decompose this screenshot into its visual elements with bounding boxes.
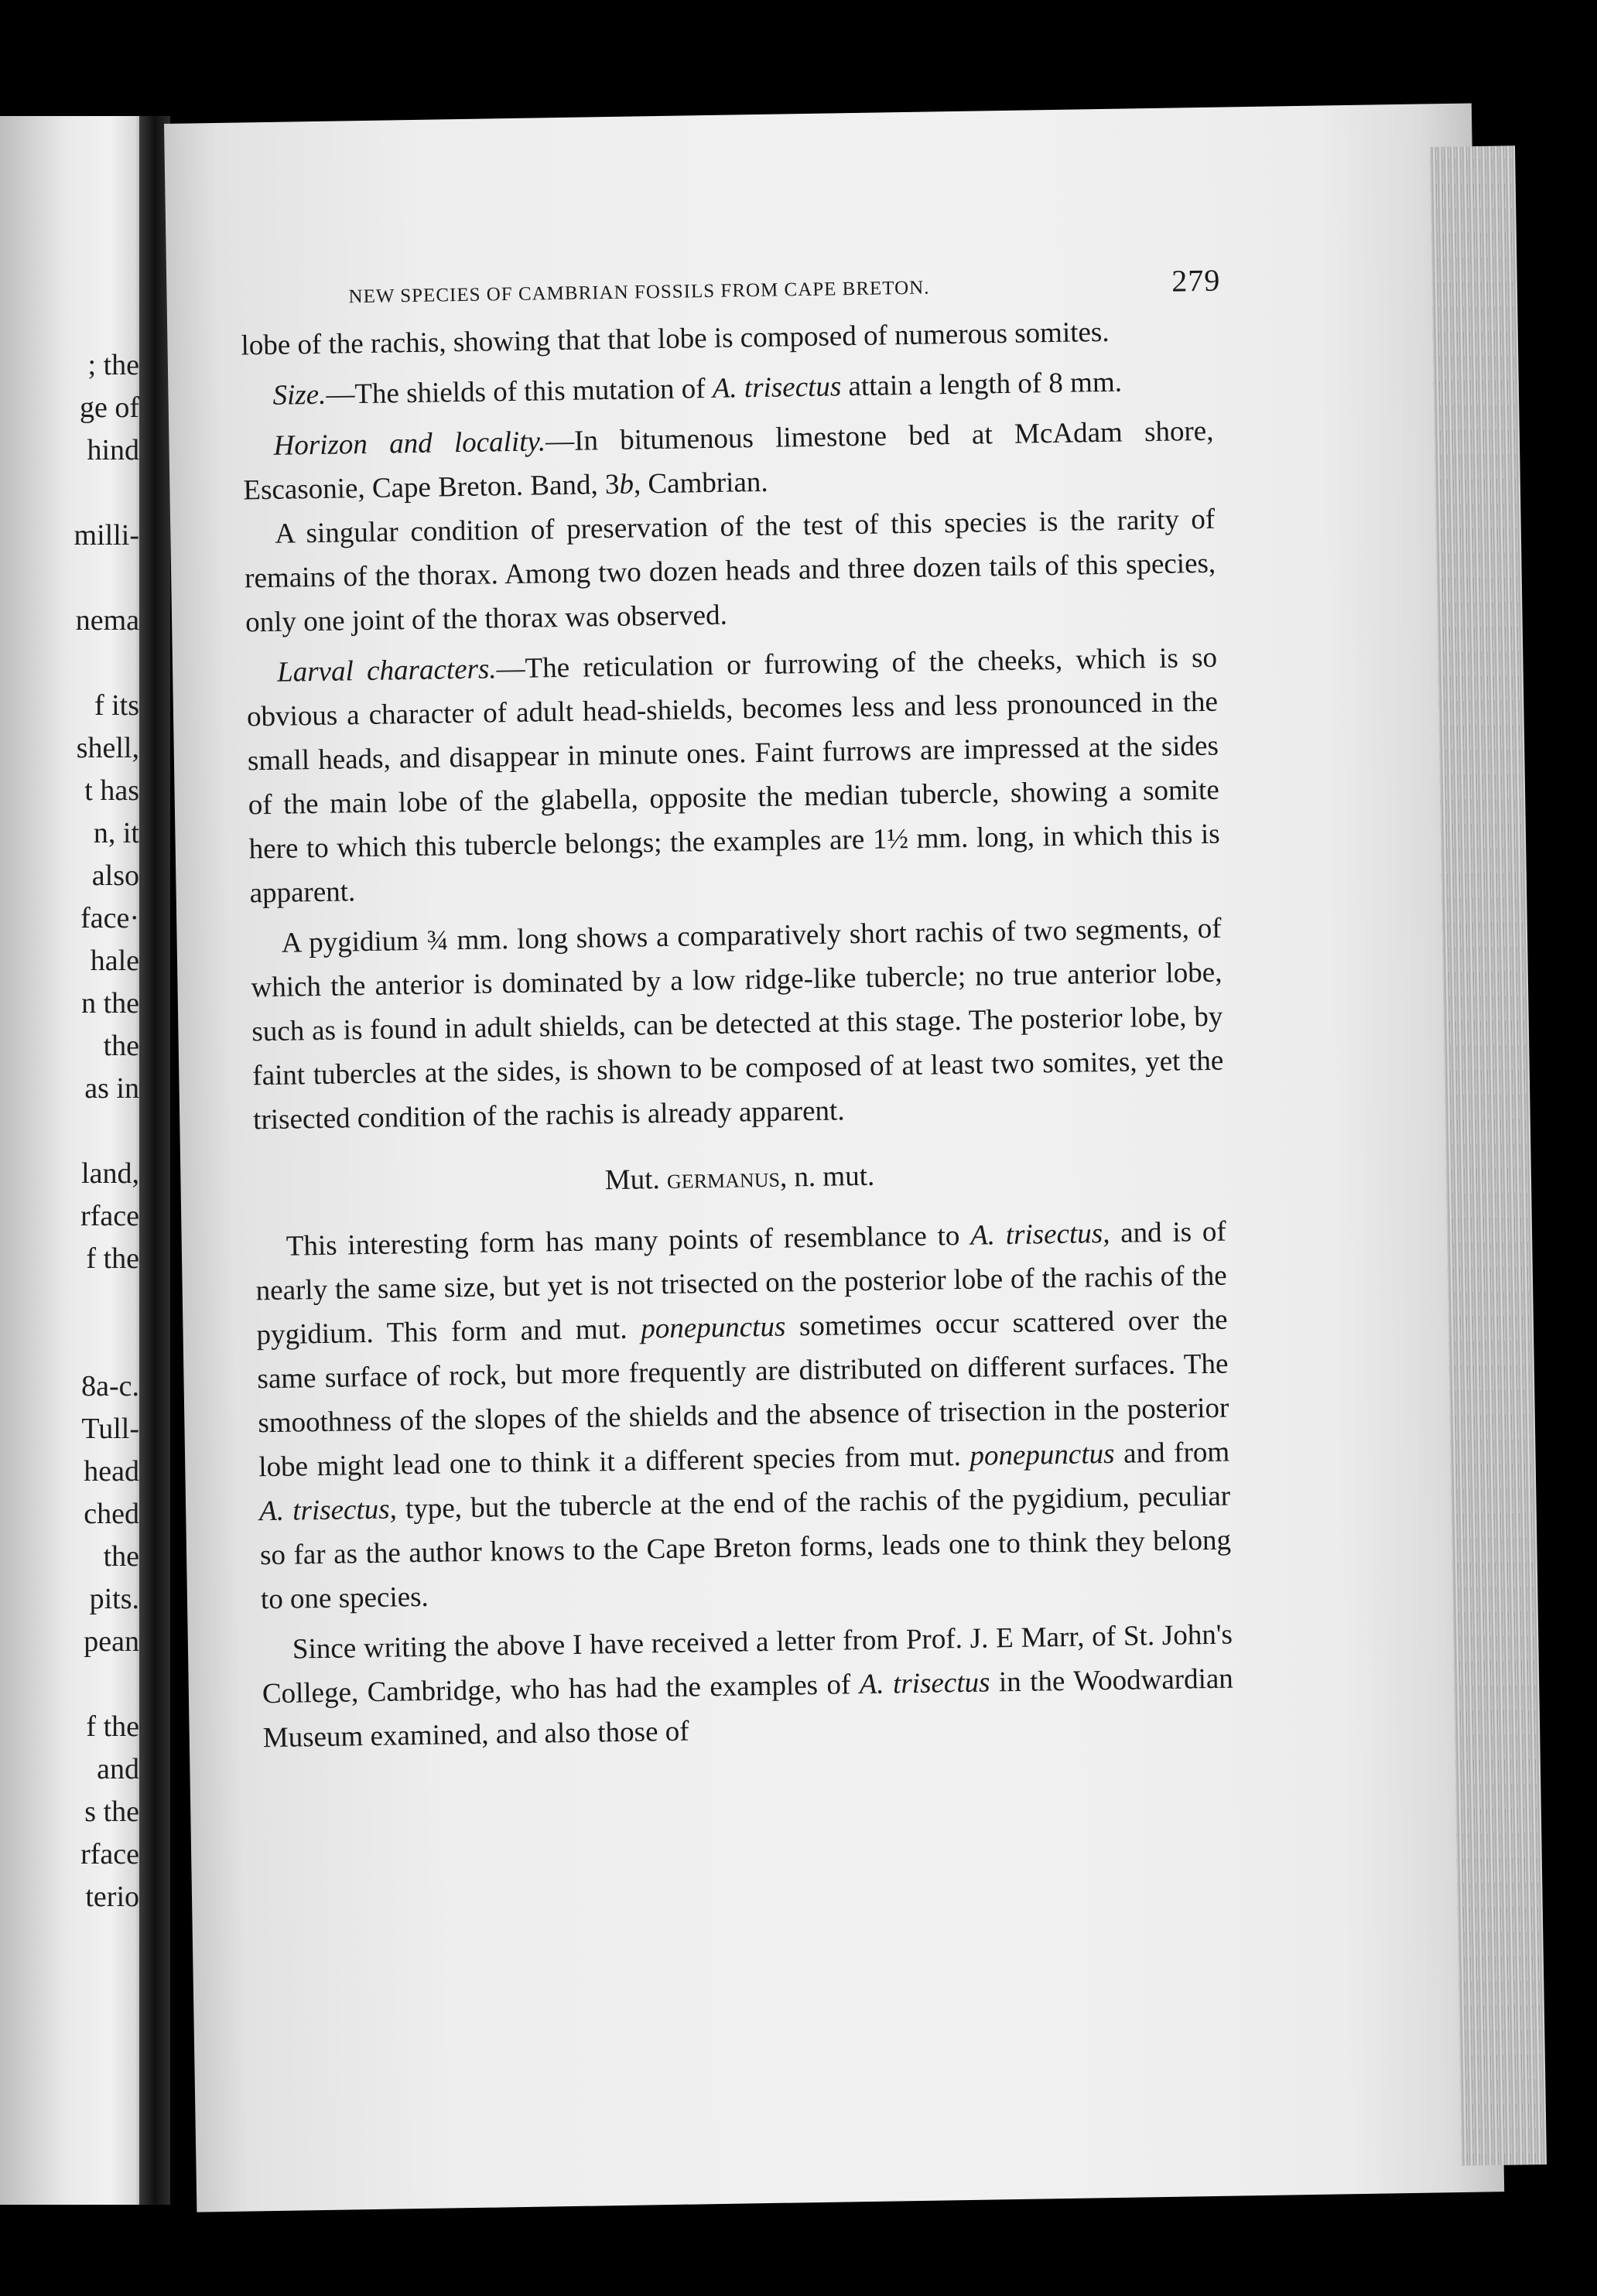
left-page-line: t has xyxy=(84,774,139,807)
paragraph-pygidium xyxy=(250,907,1224,1143)
running-title: NEW SPECIES OF CAMBRIAN FOSSILS FROM CAPE BRETON. xyxy=(348,277,930,308)
heading-a: Mut. xyxy=(604,1163,668,1197)
left-page-line: also xyxy=(91,859,139,892)
left-page-line: f the xyxy=(86,1710,139,1743)
left-page-line: terio xyxy=(85,1881,139,1913)
p4-text: A singular condition of preservation of the test of this species is the rarity of remains of the thorax. Among two dozen heads and three dozen tails of this species, only one joint of the thorax was observed. xyxy=(244,503,1216,639)
left-page-line: rface xyxy=(80,1838,139,1871)
left-page-line: as in xyxy=(84,1072,139,1105)
p7-species-2: ponepunctus xyxy=(640,1310,786,1345)
p7-species-1: A. trisectus, xyxy=(969,1217,1110,1252)
left-page-line: head xyxy=(84,1455,139,1488)
left-page-line: ; the xyxy=(87,349,139,381)
heading-c: , n. mut. xyxy=(779,1160,875,1194)
paragraph-horizon xyxy=(242,409,1215,513)
p7-text-a: This interesting form has many points of resemblance to xyxy=(286,1219,971,1262)
heading-b: germanus xyxy=(666,1161,781,1195)
larval-label: Larval characters. xyxy=(276,653,497,688)
p7-species-4: A. trisectus, xyxy=(258,1493,398,1528)
left-page-line: hale xyxy=(90,945,139,977)
left-page-line: f its xyxy=(94,689,139,722)
page-text xyxy=(240,262,1234,1760)
p3-text-a: —In bitumenous limestone bed at McAdam shore, Escasonie, Cape Breton. Band, 3 xyxy=(243,415,1214,507)
left-page-line: the xyxy=(103,1030,139,1062)
left-page-line: nema xyxy=(75,604,139,637)
left-page-line: ched xyxy=(84,1498,139,1530)
size-label: Size. xyxy=(272,378,327,412)
p7-text-d: and from xyxy=(1114,1436,1230,1470)
left-page-line: pean xyxy=(84,1625,139,1658)
p7-text-c: sometimes occur scattered over the same surface of rock, but more frequently are distributed on different surfaces. The smoothness of the slopes of the shields and the absence of trisection in the posterior lobe might lead one to think it a different species from mut. xyxy=(257,1303,1229,1484)
left-page-line: ge of xyxy=(79,391,139,424)
left-page-line: hind xyxy=(87,434,139,466)
left-page-line: n, it xyxy=(93,817,139,849)
p2-text-a: —The shields of this mutation of xyxy=(326,372,713,411)
left-page-line: rface xyxy=(80,1200,139,1232)
left-page-line: f the xyxy=(86,1242,139,1275)
left-page-line: 8a-c. xyxy=(81,1370,139,1403)
paragraph-larval xyxy=(246,636,1221,916)
left-page-line: pits. xyxy=(89,1583,139,1615)
p7-text-b: and is of nearly the same size, but yet is not trisected on the posterior lobe of the rachis of the pygidium. This form and mut. xyxy=(255,1215,1227,1351)
p2-species: A. trisectus xyxy=(712,371,842,405)
left-page-line: shell, xyxy=(76,732,139,764)
left-page-line: n the xyxy=(81,987,139,1020)
left-page-line: and xyxy=(97,1753,139,1785)
left-page-line: s the xyxy=(84,1795,139,1828)
left-page-line: the xyxy=(103,1540,139,1573)
left-page-line: face· xyxy=(80,902,139,934)
p6-text: A pygidium ¾ mm. long shows a comparatively short rachis of two segments, of which the anterior is dominated by a low ridge-like tubercle; no true anterior lobe, such as is found in adult shields, can be detected at this stage. The posterior lobe, by faint tubercles at the sides, is shown to be composed of at least two somites, yet the trisected condition of the rachis is already apparent. xyxy=(251,912,1224,1136)
p5-text: —The reticulation or furrowing of the cheeks, which is so obvious a character of adult head-shields, becomes less and less pronounced in the small heads, and disappear in minute ones. Faint furrows are impressed at the sides of the main lobe of the glabella, opposite the median tubercle, showing a somite here to which this tubercle belongs; the examples are 1½ mm. long, in which this is apparent. xyxy=(246,641,1220,910)
page-number: 279 xyxy=(1171,262,1221,299)
p8-text-a: Since writing the above I have received a letter from Prof. J. E Marr, of St. John's College, Cambridge, who has had the examples of xyxy=(262,1618,1233,1710)
p7-text-e: type, but the tubercle at the end of the rachis of the pygidium, peculiar so far as the author knows to the Cape Breton forms, leads one to think they belong to one species. xyxy=(259,1480,1232,1616)
p3-text-c: , Cambrian. xyxy=(633,466,768,501)
book-page xyxy=(164,103,1504,2212)
left-page-line: Tull- xyxy=(81,1413,139,1445)
paragraph-germanus xyxy=(255,1210,1232,1622)
p8-species: A. trisectus xyxy=(859,1666,990,1701)
paragraph-letter xyxy=(262,1613,1235,1761)
book-gutter xyxy=(139,116,170,2205)
section-heading xyxy=(254,1149,1226,1208)
p7-species-3: ponepunctus xyxy=(969,1437,1115,1472)
horizon-label: Horizon and locality. xyxy=(273,425,546,462)
paragraph-preservation xyxy=(244,497,1217,645)
left-page-line: land, xyxy=(81,1157,139,1190)
p3-band-letter: b xyxy=(619,468,634,501)
left-page-line: milli- xyxy=(74,519,139,552)
p8-text-b: in the Woodwardian Museum examined, and also those of xyxy=(262,1662,1234,1754)
p1-text: lobe of the rachis, showing that that lobe is composed of numerous somites. xyxy=(241,316,1110,362)
p2-text-b: attain a length of 8 mm. xyxy=(840,366,1123,403)
left-page-fragment xyxy=(0,116,147,2205)
